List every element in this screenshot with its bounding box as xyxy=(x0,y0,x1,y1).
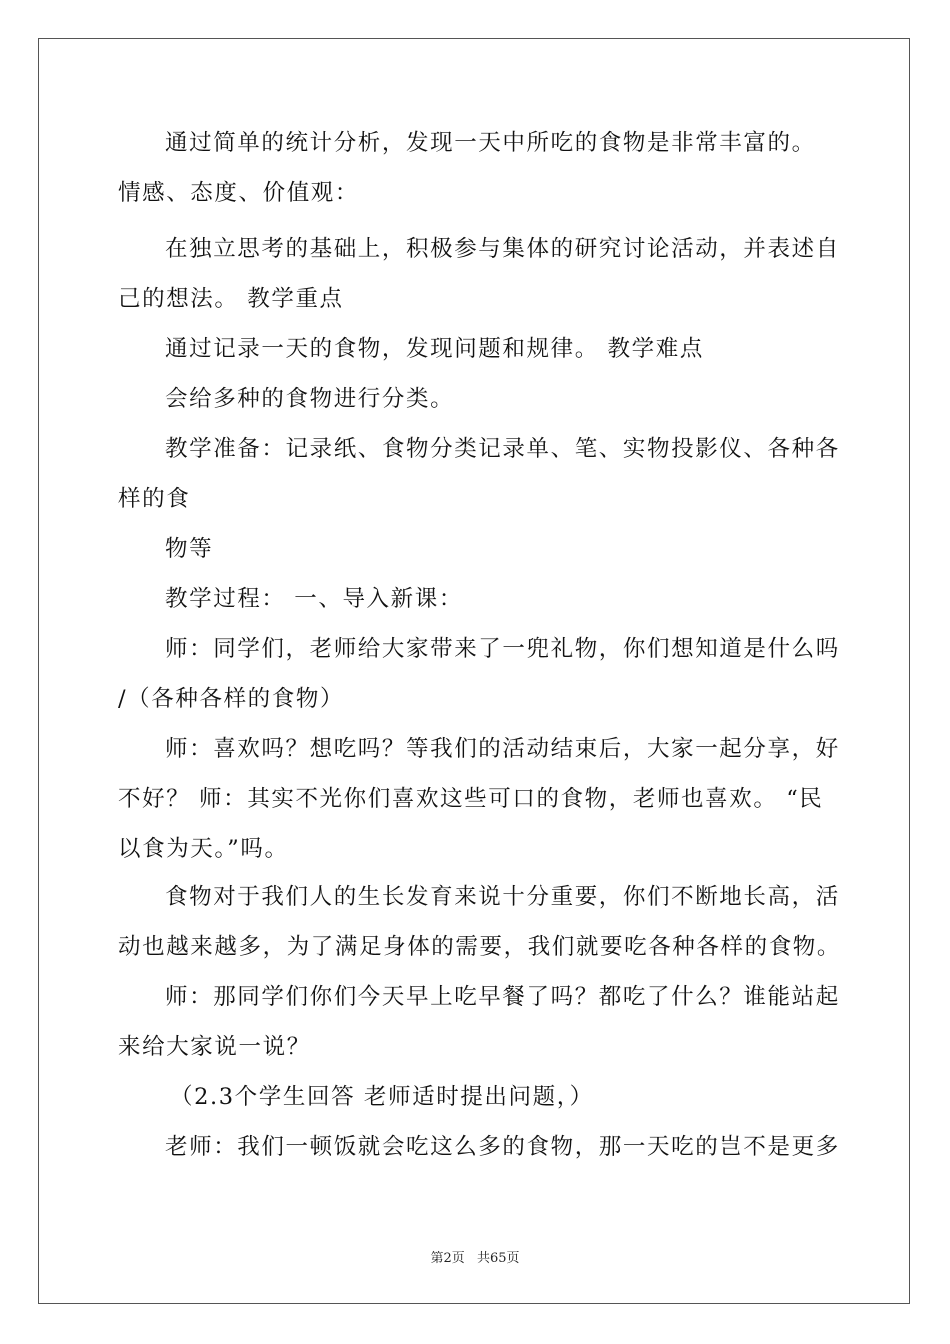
paragraph-line: 老师：我们一顿饭就会吃这么多的食物，那一天吃的岂不是更多 xyxy=(165,1134,840,1160)
paragraph-line: 会给多种的食物进行分类。 xyxy=(165,386,455,412)
paragraph-line: 师：喜欢吗？想吃吗？等我们的活动结束后，大家一起分享，好 xyxy=(165,736,840,762)
paragraph-line: 通过记录一天的食物，发现问题和规律。 教学难点 xyxy=(165,336,704,362)
paragraph-line: 教学准备：记录纸、食物分类记录单、笔、实物投影仪、各种各 xyxy=(165,436,840,462)
paragraph-line: 师：同学们，老师给大家带来了一兜礼物，你们想知道是什么吗 xyxy=(165,636,840,662)
page-total: 共65页 xyxy=(476,1251,520,1266)
paragraph-line: 来给大家说一说？ xyxy=(118,1034,311,1060)
paragraph-line: 不好？ 师：其实不光你们喜欢这些可口的食物，老师也喜欢。 “民 xyxy=(118,786,824,812)
paragraph-line: 食物对于我们人的生长发育来说十分重要，你们不断地长高，活 xyxy=(165,884,840,910)
page-border xyxy=(38,38,910,1304)
paragraph-line: 师：那同学们你们今天早上吃早餐了吗？都吃了什么？谁能站起 xyxy=(165,984,840,1010)
paragraph-line: （2.3个学生回答 老师适时提出问题，） xyxy=(170,1084,594,1110)
paragraph-line: 以食为天。”吗。 xyxy=(118,836,289,862)
page-footer xyxy=(0,1247,950,1266)
page-number: 第2页 xyxy=(430,1251,465,1266)
paragraph-line: 在独立思考的基础上，积极参与集体的研究讨论活动，并表述自 xyxy=(165,236,840,262)
paragraph-line: 动也越来越多，为了满足身体的需要，我们就要吃各种各样的食物。 xyxy=(118,934,842,960)
paragraph-line: 情感、态度、价值观： xyxy=(118,180,360,206)
paragraph-line: 样的食 xyxy=(118,486,191,512)
paragraph-line: 通过简单的统计分析，发现一天中所吃的食物是非常丰富的。 xyxy=(165,130,816,156)
paragraph-line: 己的想法。 教学重点 xyxy=(118,286,344,312)
paragraph-line: 物等 xyxy=(165,536,214,562)
paragraph-line: /（各种各样的食物） xyxy=(118,686,345,712)
paragraph-line: 教学过程： 一、导入新课： xyxy=(165,586,463,612)
